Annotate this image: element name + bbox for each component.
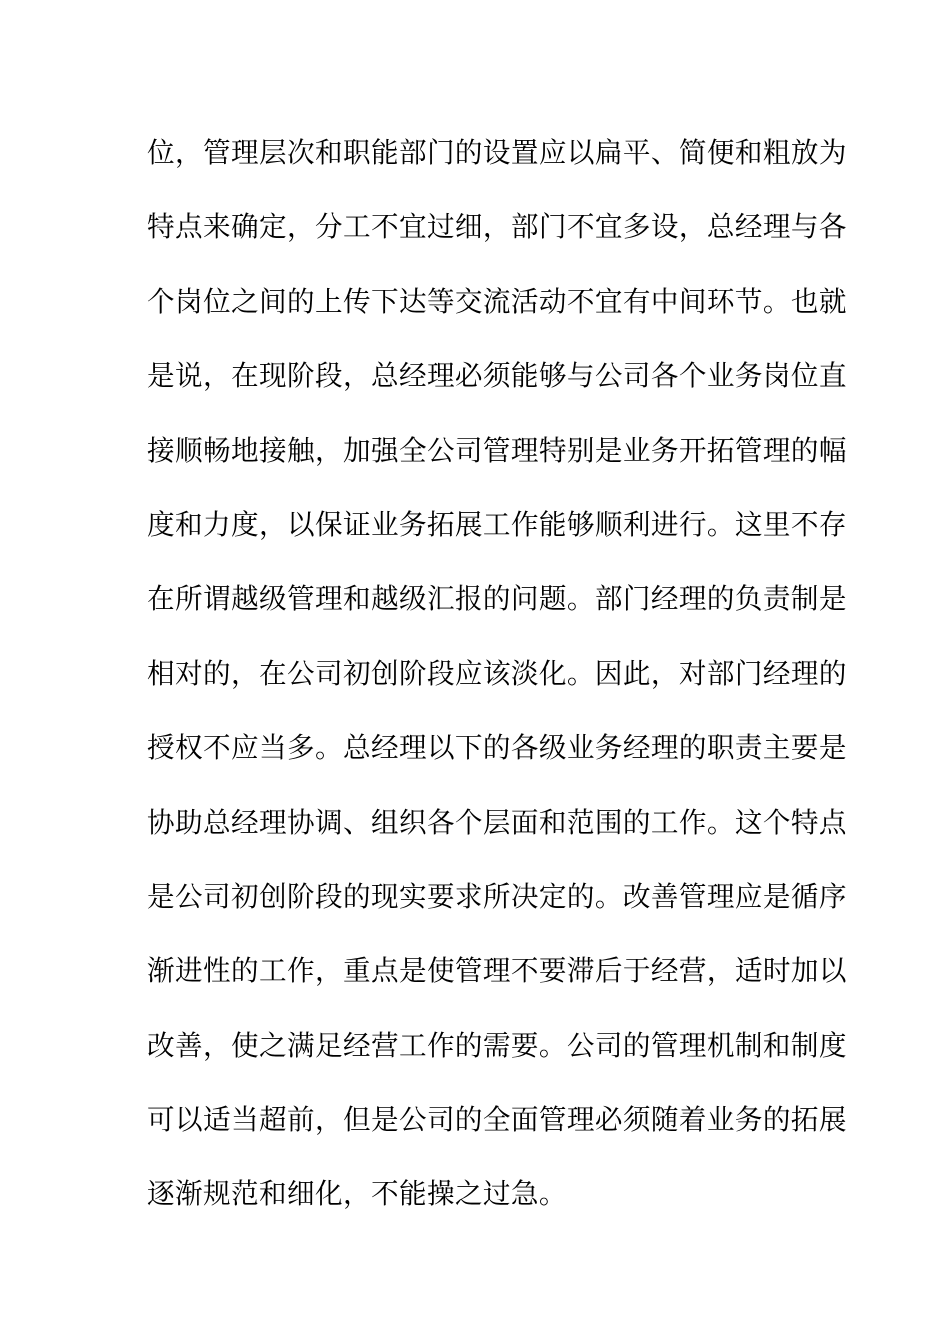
text-line: 是说，在现阶段，总经理必须能够与公司各个业务岗位直 (147, 359, 847, 393)
text-line: 授权不应当多。总经理以下的各级业务经理的职责主要是 (147, 731, 847, 765)
text-line: 是公司初创阶段的现实要求所决定的。改善管理应是循序 (147, 879, 847, 913)
text-line: 逐渐规范和细化，不能操之过急。 (147, 1177, 567, 1211)
text-line: 渐进性的工作，重点是使管理不要滞后于经营，适时加以 (147, 954, 847, 988)
text-line: 可以适当超前，但是公司的全面管理必须随着业务的拓展 (147, 1103, 847, 1137)
text-line: 位，管理层次和职能部门的设置应以扁平、简便和粗放为 (147, 136, 847, 169)
body-paragraph (147, 130, 847, 1246)
text-line: 协助总经理协调、组织各个层面和范围的工作。这个特点 (147, 805, 847, 839)
text-line: 特点来确定，分工不宜过细，部门不宜多设，总经理与各 (147, 210, 847, 244)
text-line: 个岗位之间的上传下达等交流活动不宜有中间环节。也就 (147, 284, 847, 318)
text-line: 相对的，在公司初创阶段应该淡化。因此，对部门经理的 (147, 656, 847, 690)
text-line: 在所谓越级管理和越级汇报的问题。部门经理的负责制是 (147, 582, 847, 616)
text-line: 改善，使之满足经营工作的需要。公司的管理机制和制度 (147, 1028, 847, 1062)
text-line: 度和力度，以保证业务拓展工作能够顺利进行。这里不存 (147, 507, 847, 541)
text-line: 接顺畅地接触，加强全公司管理特别是业务开拓管理的幅 (147, 433, 847, 467)
